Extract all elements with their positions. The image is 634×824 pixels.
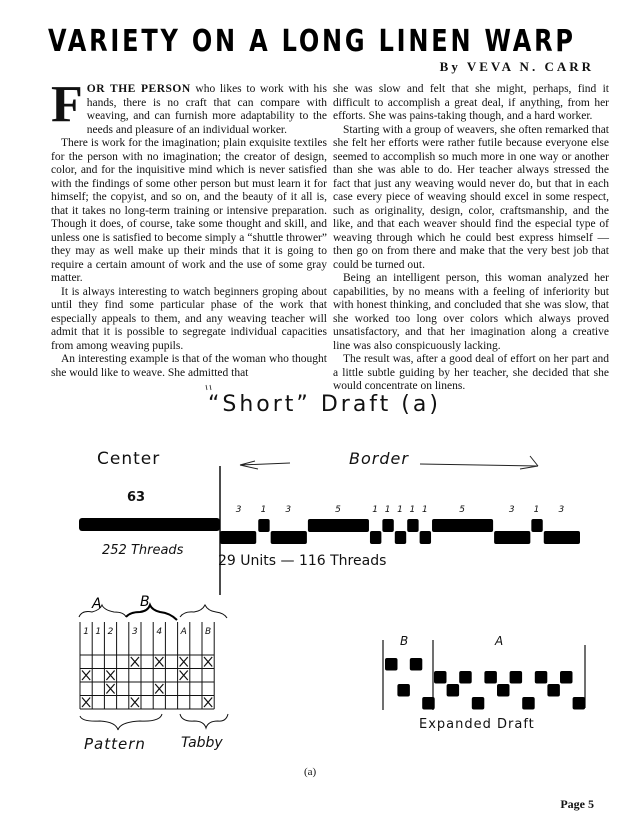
brace-tabby <box>180 714 228 728</box>
block-count-label: 1 <box>421 505 428 515</box>
brace-tabby-top <box>180 605 227 618</box>
tieup-column-label: 1 <box>83 627 89 637</box>
expanded-cell-a <box>497 684 510 697</box>
border-block <box>544 531 580 544</box>
tabby-label: Tabby <box>181 735 223 751</box>
border-block <box>407 519 418 532</box>
block-count-label: 3 <box>285 505 292 515</box>
expanded-cell-a <box>510 671 522 684</box>
tieup-x-mark <box>180 657 188 667</box>
lead-caps: OR THE PERSON <box>86 83 191 95</box>
expanded-cell-a <box>522 697 535 710</box>
block-count-label: 5 <box>459 505 465 515</box>
expanded-cell-b <box>410 658 423 671</box>
border-block <box>220 531 256 544</box>
expanded-cell-b <box>385 658 398 671</box>
expanded-cell-a <box>547 684 560 697</box>
border-block <box>271 531 307 544</box>
border-block <box>432 519 493 532</box>
border-block <box>531 519 542 532</box>
paragraph: Starting with a group of weavers, she often remarked that she felt her efforts were rather futile because everyone else seemed to accomplish so much more in one way or another than she was able to do. Her teacher always stressed the fact that just any weaving would never do, but that in each case every piece of weaving should excel in some respect, such as originality, design, color, craftsmanship, and the like, and that each weaver should find the especial type of weaving through which he could best express himself — then go on from there and make that the very best job that could be turned out. <box>333 123 609 271</box>
block-count-label: 3 <box>558 505 565 515</box>
figure-caption: (a) <box>304 766 317 778</box>
article-title: VARIETY ON A LONG LINEN WARP <box>48 24 576 59</box>
expanded-cell-a <box>459 671 472 684</box>
paragraph: It is always interesting to watch beginners groping about until they find some particular phase of the work that especially appeals to them, and any weaving teacher will admit that it is possible to segregate individual capacities from among weaving pupils. <box>51 285 327 352</box>
brace-a <box>79 605 126 617</box>
paragraph: she was slow and felt that she might, perhaps, find it difficult to accomplish a great deal, if anything, from her efforts. She was pains-taking though, and a hard worker. <box>333 83 609 122</box>
paragraph-intro: FOR THE PERSON who likes to work with his hands, there is no craft that can compare with weaving, and can furnish more adaptability to the needs and pleasure of an individual worker. <box>51 76 327 136</box>
block-count-label: 5 <box>335 505 341 515</box>
tieup-column-label: 2 <box>107 627 114 637</box>
expanded-b-label: B <box>400 634 409 648</box>
tieup-column-label: 3 <box>132 627 138 637</box>
expanded-cell-a <box>434 671 447 684</box>
block-count-label: 1 <box>397 505 403 515</box>
group-label-b: B <box>140 594 150 610</box>
brace-pattern <box>80 714 162 730</box>
block-count-label: 3 <box>508 505 515 515</box>
expanded-cell-a <box>447 684 460 697</box>
tieup-x-mark <box>204 657 212 667</box>
center-units: 63 <box>127 490 146 505</box>
border-right-arrow <box>420 456 538 469</box>
tieup-column-label: B <box>205 627 212 637</box>
border-block <box>420 531 431 544</box>
paragraph: There is work for the imagination; plain exquisite textiles for the person with no imagination; the creator of design, color, and for the inquisitive mind which is never satisfied with the findings of some other person but must learn it for himself; the copyist, and so on, and the beauty of it all is, that it takes no long-term training or intensive preparation. Though it does, of course, take some thought and skill, and unless one is satisfied to become simply a “shuttle thrower” they may as well make up their minds that it is going to require a certain amount of work and the use of some gray matter. <box>51 137 327 284</box>
tieup-x-mark <box>204 698 212 708</box>
border-left-arrow <box>240 461 290 469</box>
block-count-label: 1 <box>533 505 540 515</box>
paragraph: An interesting example is that of the woman who thought she would like to weave. She admitted that <box>51 353 327 379</box>
block-count-label: 3 <box>235 505 242 515</box>
tieup-x-mark <box>106 684 114 694</box>
expanded-cell-a <box>484 671 497 684</box>
expanded-cell-a <box>472 697 485 710</box>
center-bar <box>79 518 220 531</box>
block-count-label: 1 <box>384 505 391 515</box>
tieup-x-mark <box>131 698 139 708</box>
brace-b <box>126 605 177 620</box>
page-number: Page 5 <box>560 797 594 811</box>
byline: By VEVA N. CARR <box>439 59 594 74</box>
expanded-cell-a <box>560 671 573 684</box>
border-block <box>494 531 530 544</box>
center-threads: 252 Threads <box>102 543 184 558</box>
border-label: Border <box>349 449 409 468</box>
border-block <box>395 531 406 544</box>
group-label-a: A <box>92 596 102 612</box>
tieup-x-mark <box>131 657 139 667</box>
expanded-label: Expanded Draft <box>419 717 535 732</box>
border-block <box>308 519 369 532</box>
tieup-x-mark <box>106 671 114 681</box>
expanded-cell-b <box>422 697 435 710</box>
heading-open-quote <box>206 385 211 390</box>
border-block <box>382 519 393 532</box>
paragraph: The result was, after a good deal of effort on her part and a little subtle guiding by her teacher, she decided that she would concentrate on linens. <box>333 353 609 392</box>
border-block <box>370 531 381 544</box>
expanded-cell-b <box>397 684 410 697</box>
border-block <box>258 519 269 532</box>
tieup-x-mark <box>155 657 163 667</box>
center-label: Center <box>97 449 161 469</box>
tieup-column-label: 4 <box>156 627 163 637</box>
tieup-column-label: A <box>180 627 187 637</box>
expanded-cell-a <box>573 697 586 710</box>
pattern-label: Pattern <box>84 735 146 753</box>
tieup-x-mark <box>82 671 90 681</box>
block-count-label: 1 <box>409 505 416 515</box>
expanded-cell-a <box>535 671 548 684</box>
block-count-label: 1 <box>260 505 267 515</box>
expanded-a-label: A <box>495 634 504 648</box>
drop-cap: F <box>51 76 83 133</box>
block-count-label: 1 <box>372 505 379 515</box>
border-units-threads: 29 Units — 116 Threads <box>218 553 387 569</box>
tieup-x-mark <box>155 684 163 694</box>
tieup-column-label: 1 <box>95 627 102 637</box>
tieup-x-mark <box>82 698 90 708</box>
paragraph: Being an intelligent person, this woman analyzed her capabilities, by no means with a feeling of inferiority but with honest thinking, and concluded that she was slow, that she worked too long over colors which always proved unsatisfactory, and that her imagination along a creative line was also conspicuously lacking. <box>333 272 609 352</box>
tieup-x-mark <box>180 671 188 681</box>
figure-heading: “Short” Draft (a) <box>208 392 441 417</box>
